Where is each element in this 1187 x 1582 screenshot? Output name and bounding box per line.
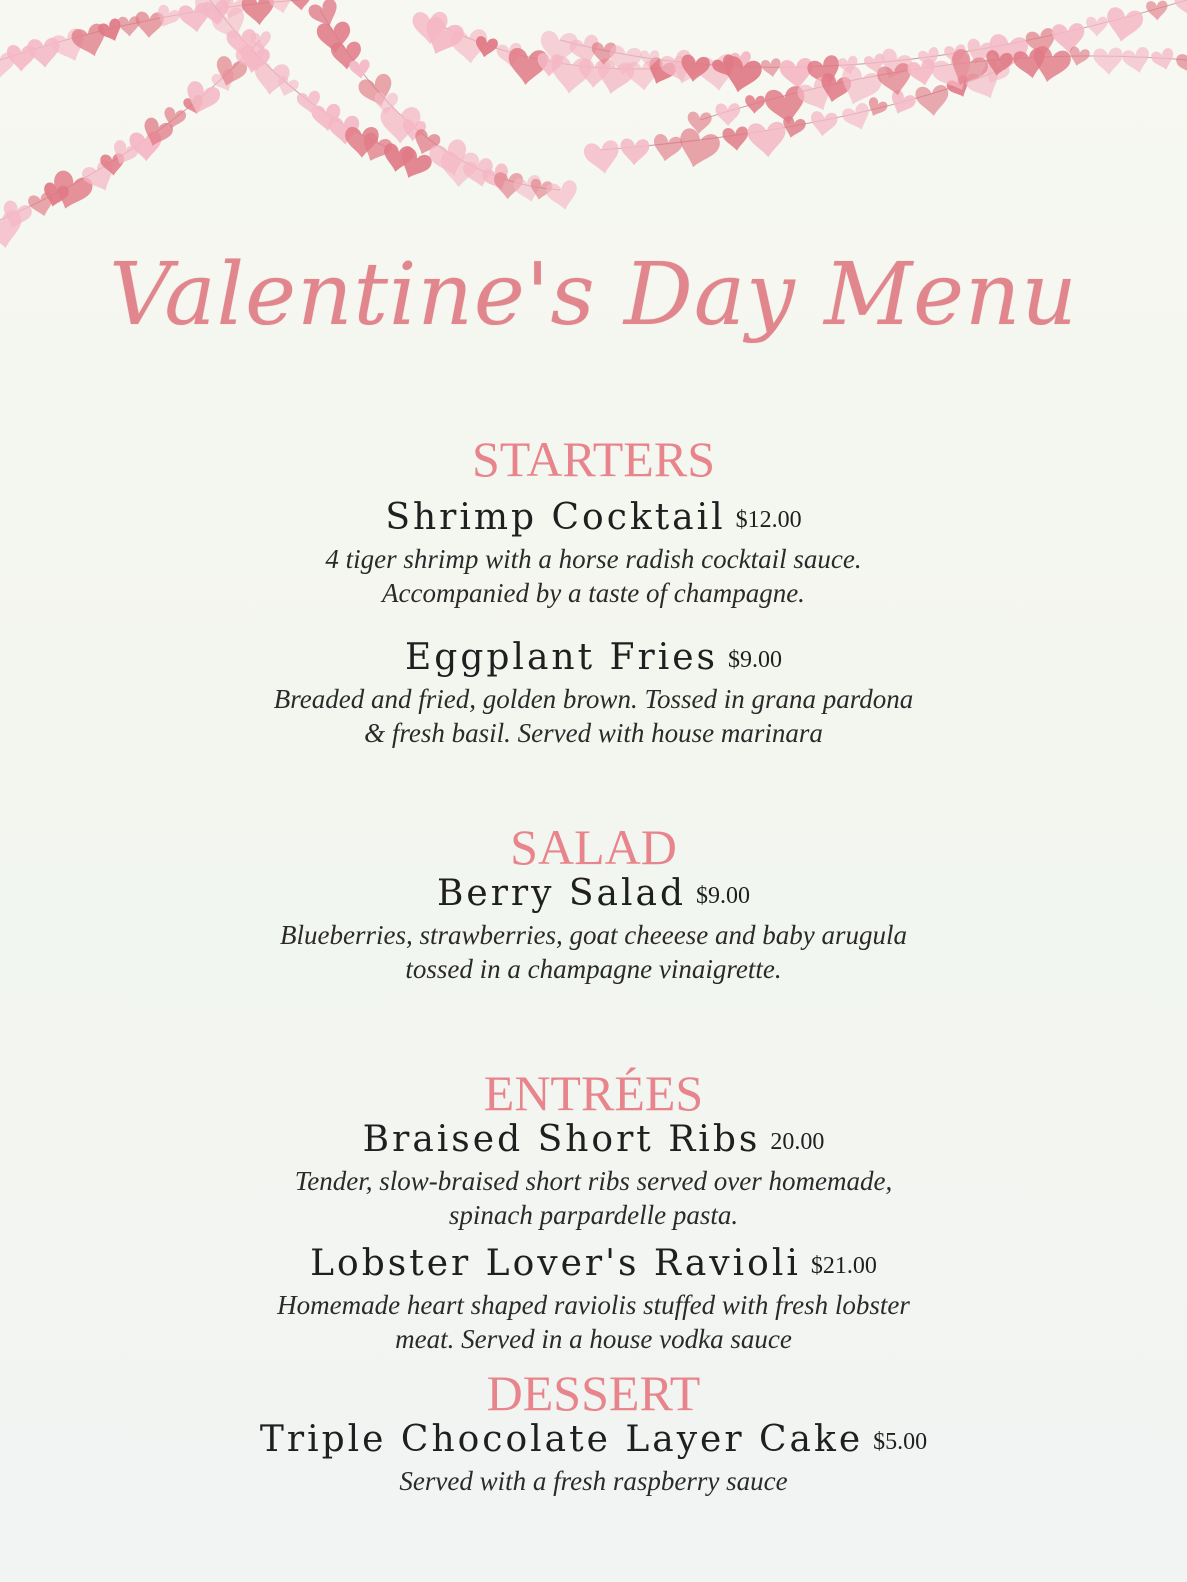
item-name: Triple Chocolate Layer Cake (259, 1419, 864, 1460)
heart-icon (715, 103, 740, 126)
item-description: spinach parpardelle pasta. (448, 1200, 739, 1230)
heart-icon (674, 126, 722, 172)
section-title: STARTERS (471, 431, 716, 487)
section-title: DESSERT (486, 1365, 701, 1421)
heart-icon (747, 121, 787, 159)
section-starters (0, 430, 1187, 488)
item-description: Served with a fresh raspberry sauce (399, 1466, 788, 1496)
item-price: $9.00 (727, 647, 782, 673)
heart-icon (915, 84, 950, 117)
heart-icon (760, 58, 782, 79)
item-description: Breaded and fried, golden brown. Tossed in grana pardona (273, 684, 914, 714)
item-name: Eggplant Fries (405, 637, 718, 678)
item-name: Shrimp Cocktail (385, 497, 726, 538)
heart-icon (886, 88, 917, 118)
heart-garland-decoration (0, 0, 1187, 260)
heart-icon (809, 110, 838, 137)
menu-item-berry-salad (0, 872, 1187, 986)
heart-icon (290, 0, 312, 11)
heart-icon (1146, 0, 1168, 20)
section-title: SALAD (510, 819, 677, 875)
item-price: $12.00 (735, 507, 802, 533)
heart-icon (1051, 23, 1085, 55)
item-price: $21.00 (810, 1253, 877, 1279)
item-description: meat. Served in a house vodka sauce (395, 1324, 792, 1354)
item-description: & fresh basil. Served with house marinara (364, 718, 823, 748)
section-dessert (0, 1364, 1187, 1422)
heart-icon (840, 101, 874, 134)
item-description: Tender, slow-braised short ribs served over homemade, (294, 1166, 893, 1196)
menu-item-lobster-ravioli (0, 1242, 1187, 1356)
item-description: Blueberries, strawberries, goat cheeese and baby arugula (280, 920, 907, 950)
heart-icon (1121, 46, 1153, 76)
menu-item-eggplant-fries (0, 636, 1187, 750)
menu-item-chocolate-cake (0, 1418, 1187, 1498)
heart-icon (1103, 6, 1144, 45)
item-price: $9.00 (696, 883, 751, 909)
item-description: tossed in a champagne vinaigrette. (405, 954, 782, 984)
heart-icon (349, 59, 371, 80)
item-description: 4 tiger shrimp with a horse radish cocktail sauce. (325, 544, 862, 574)
item-name: Berry Salad (436, 873, 687, 914)
menu-item-shrimp-cocktail (0, 496, 1187, 610)
item-price: $5.00 (873, 1429, 928, 1455)
item-description: Homemade heart shaped raviolis stuffed with fresh lobster (277, 1290, 910, 1320)
item-name: Braised Short Ribs (362, 1119, 761, 1160)
heart-icon (545, 179, 581, 213)
menu-item-braised-short-ribs (0, 1118, 1187, 1232)
menu-title: Valentine's Day Menu (109, 245, 1078, 345)
heart-icon (1174, 47, 1187, 79)
heart-icon (651, 133, 684, 164)
heart-icon (1086, 17, 1108, 37)
section-entrees (0, 1064, 1187, 1122)
heart-icon (1150, 47, 1177, 73)
heart-icon (722, 126, 750, 152)
section-title: ENTRÉES (483, 1065, 704, 1121)
heart-icon (620, 138, 650, 166)
item-price: 20.00 (770, 1129, 825, 1155)
heart-icon (1173, 0, 1187, 20)
item-name: Lobster Lover's Ravioli (310, 1243, 801, 1284)
heart-icon (1093, 47, 1124, 75)
section-salad (0, 818, 1187, 876)
heart-icon (744, 95, 765, 114)
heart-icon (583, 139, 622, 176)
item-description: Accompanied by a taste of champagne. (382, 578, 805, 608)
